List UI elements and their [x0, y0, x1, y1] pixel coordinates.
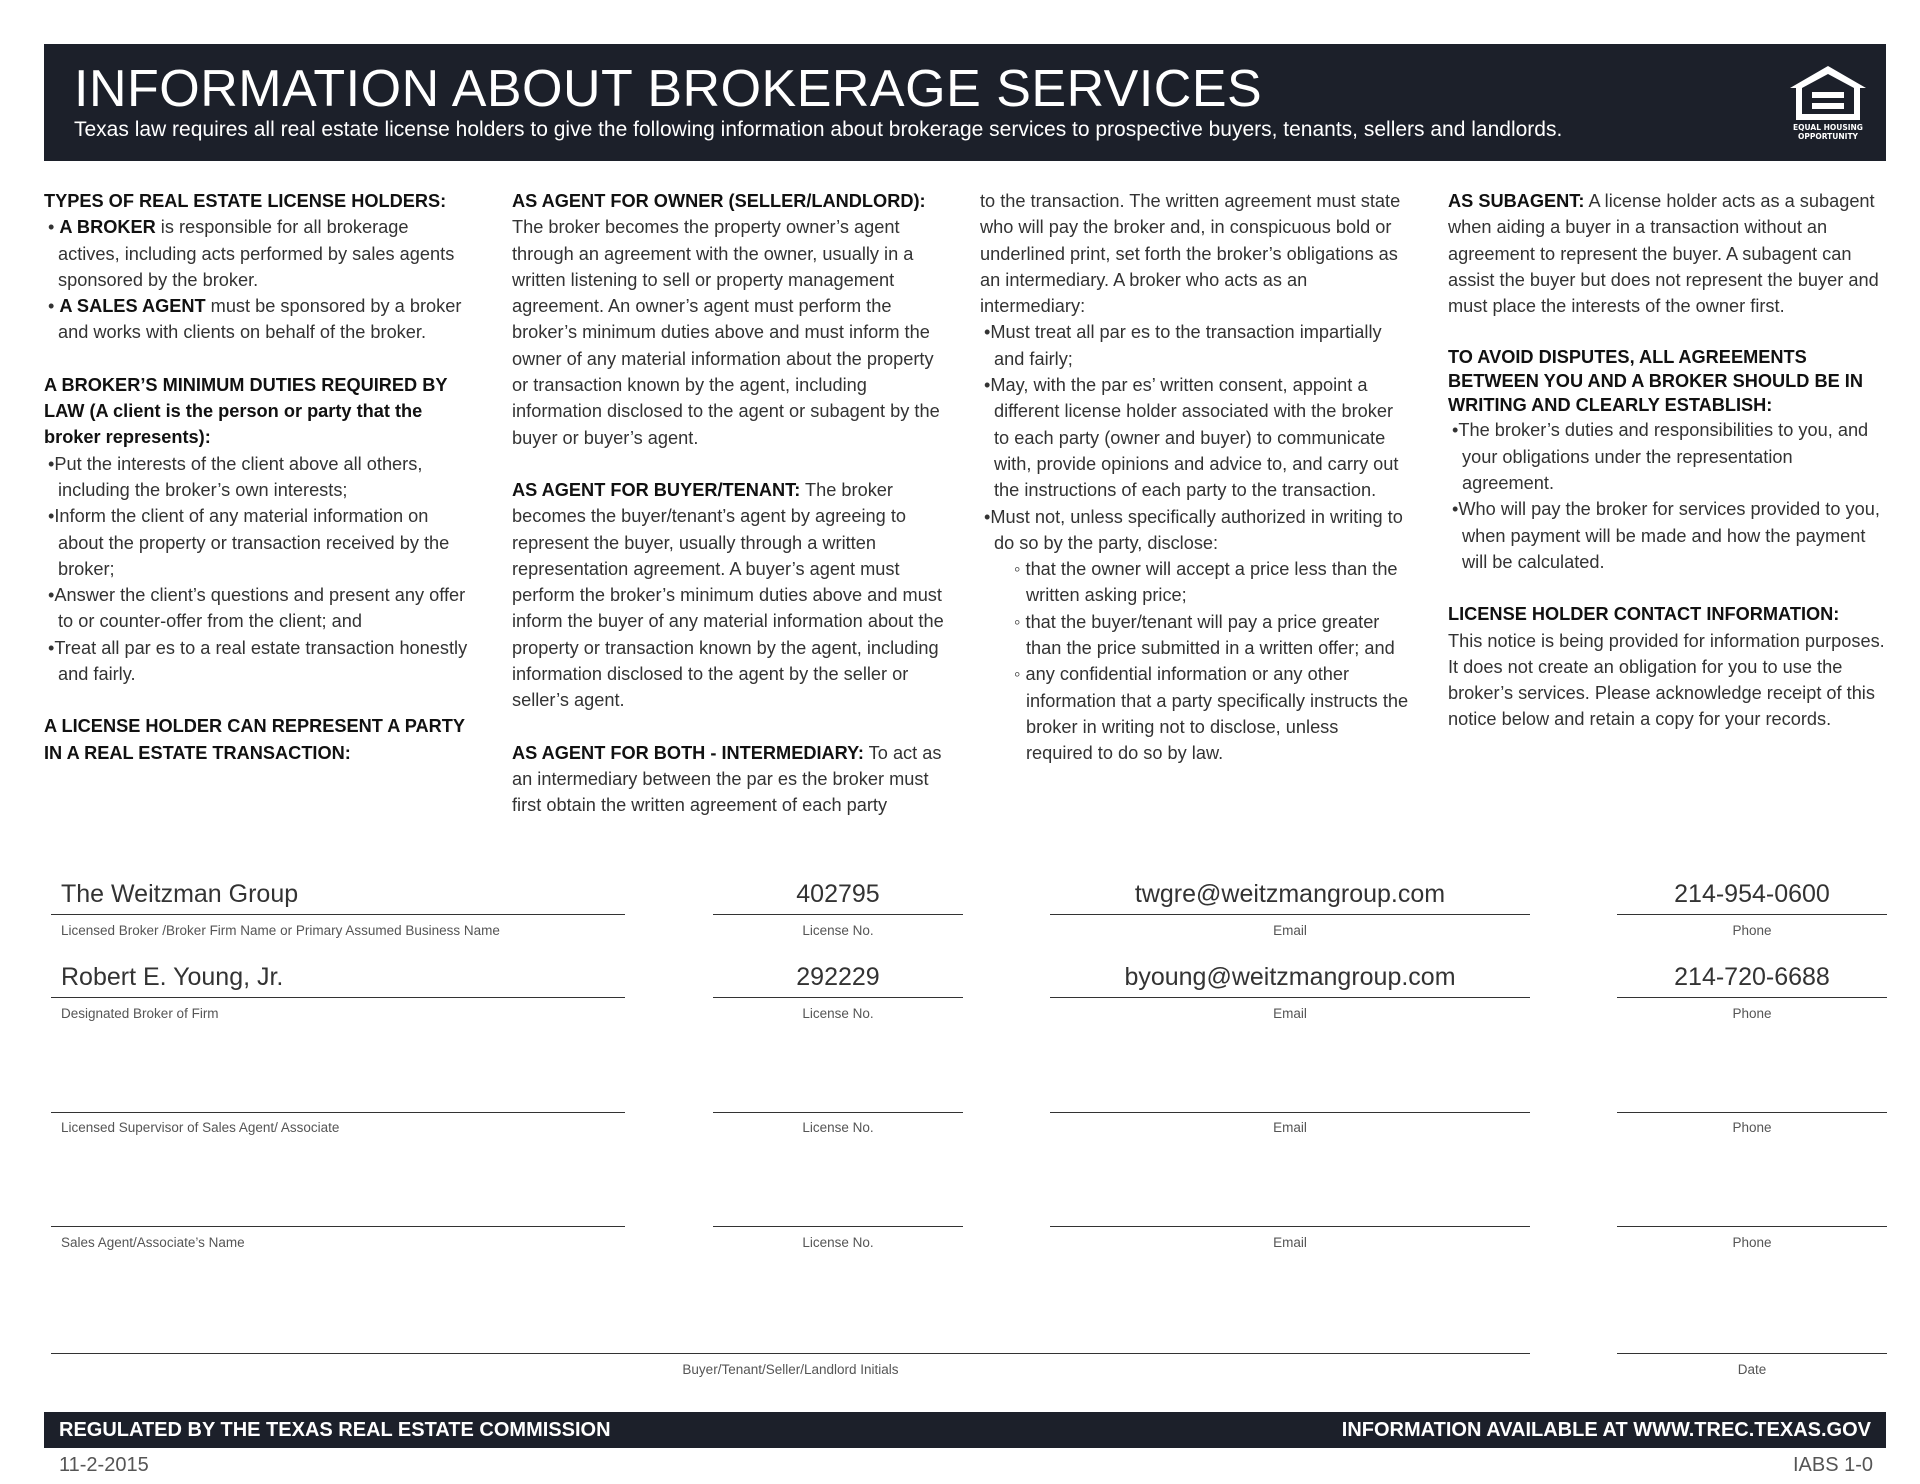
- avoid-bullet: •Who will pay the broker for services provided to you, when payment will be made and how the payment will be calculated.: [1452, 499, 1880, 572]
- subagent-heading: AS SUBAGENT:: [1448, 191, 1585, 211]
- intermediary-continued: to the transaction. The written agreement must state who will pay the broker and, in conspicuous bold or underlined print, set forth the broker’s obligations as an intermediary. A broker who acts as an intermediary:: [980, 191, 1401, 317]
- form-date: 11-2-2015: [59, 1454, 149, 1476]
- email-label: Email: [1273, 1235, 1307, 1250]
- column-intermediary: [980, 188, 1410, 767]
- email-label: Email: [1273, 923, 1307, 938]
- email-label: Email: [1273, 1120, 1307, 1135]
- duty-item: •Treat all par es to a real estate transaction honestly and fairly.: [48, 637, 468, 685]
- field-line: [1617, 997, 1887, 998]
- page-subtitle: Texas law requires all real estate license holders to give the following information about brokerage services to prospective buyers, tenants, sellers and landlords.: [74, 118, 1563, 141]
- sales-agent-label: Sales Agent/Associate’s Name: [61, 1235, 245, 1250]
- license-label: License No.: [802, 1235, 874, 1250]
- broker-term: A BROKER: [59, 217, 156, 238]
- owner-heading: AS AGENT FOR OWNER (SELLER/LANDLORD):: [512, 191, 926, 211]
- disclosure-sub-bullet: ◦ any confidential information or any other information that a party specifically instructs the broker in writing not to disclose, unless required to do so by law.: [1014, 664, 1409, 764]
- disclosure-sub-bullet: ◦ that the owner will accept a price less than the written asking price;: [1014, 559, 1398, 606]
- buyer-paragraph: [512, 477, 952, 714]
- initials-line[interactable]: [51, 1353, 1530, 1354]
- phone-label: Phone: [1732, 1006, 1772, 1021]
- field-line: [713, 1226, 963, 1227]
- designated-license-no[interactable]: 292229: [796, 963, 880, 991]
- intermediary-paragraph: [512, 740, 952, 819]
- license-label: License No.: [802, 923, 874, 938]
- date-label: Date: [1737, 1362, 1767, 1377]
- field-line: [713, 997, 963, 998]
- field-line: [1617, 914, 1887, 915]
- column-subagent: [1448, 188, 1888, 733]
- logo-text-2: OPPORTUNITY: [1797, 132, 1859, 141]
- sales-agent-term: A SALES AGENT: [59, 296, 206, 317]
- field-line: [51, 1226, 625, 1227]
- page-title: INFORMATION ABOUT BROKERAGE SERVICES: [74, 60, 1263, 118]
- subagent-paragraph: [1448, 188, 1888, 319]
- broker-license-no[interactable]: 402795: [796, 880, 880, 908]
- form-id: IABS 1-0: [1792, 1454, 1873, 1476]
- broker-firm-label: Licensed Broker /Broker Firm Name or Primary Assumed Business Name: [61, 923, 500, 938]
- trec-link[interactable]: INFORMATION AVAILABLE AT WWW.TREC.TEXAS.GOV: [1341, 1419, 1871, 1441]
- subagent-text: A license holder acts as a subagent when aiding a buyer in a transaction without an agreement to represent the buyer. A subagent can assist the buyer but does not represent the buyer and must place the interests of the owner first.: [1448, 191, 1879, 317]
- footer-banner: [44, 1412, 1886, 1448]
- avoid-bullet: •The broker’s duties and responsibilities to you, and your obligations under the representation agreement.: [1452, 420, 1869, 494]
- initials-label: Buyer/Tenant/Seller/Landlord Initials: [682, 1362, 899, 1377]
- duties-heading: A BROKER’S MINIMUM DUTIES REQUIRED BY LAW (A client is the person or party that the broker represents):: [44, 374, 448, 448]
- field-line: [1050, 1112, 1530, 1113]
- broker-item: • A BROKER is responsible for all brokerage actives, including acts performed by sales agents sponsored by the broker.: [48, 217, 455, 290]
- column-agent-types: [512, 188, 952, 819]
- column-license-holders: [44, 188, 474, 766]
- represent-heading: A LICENSE HOLDER CAN REPRESENT A PARTY IN A REAL ESTATE TRANSACTION:: [44, 716, 465, 763]
- phone-label: Phone: [1732, 1120, 1772, 1135]
- field-line: [1050, 1226, 1530, 1227]
- contact-heading: LICENSE HOLDER CONTACT INFORMATION:: [1448, 604, 1840, 625]
- sales-agent-item: • A SALES AGENT must be sponsored by a broker and works with clients on behalf of the broker.: [48, 296, 462, 343]
- types-heading: TYPES OF REAL ESTATE LICENSE HOLDERS:: [44, 191, 447, 211]
- duty-item: •Put the interests of the client above all others, including the broker’s own interests;: [48, 453, 423, 500]
- duty-item: •Answer the client’s questions and present any offer to or counter-offer from the client; and: [48, 585, 466, 632]
- field-line: [1617, 1226, 1887, 1227]
- field-line: [51, 1112, 625, 1113]
- date-line[interactable]: [1617, 1353, 1887, 1354]
- field-line: [1050, 914, 1530, 915]
- phone-label: Phone: [1732, 1235, 1772, 1250]
- broker-firm-name[interactable]: The Weitzman Group: [61, 880, 299, 908]
- intermediary-bullet: •May, with the par es’ written consent, appoint a different license holder associated with the broker to each party (owner and buyer) to communicate with, provide opinions and advice to, and carry out the instructions of each party to the transaction.: [984, 375, 1399, 501]
- designated-broker-name[interactable]: Robert E. Young, Jr.: [61, 963, 284, 991]
- phone-label: Phone: [1732, 923, 1772, 938]
- supervisor-label: Licensed Supervisor of Sales Agent/ Associate: [61, 1120, 340, 1135]
- intermediary-heading: AS AGENT FOR BOTH - INTERMEDIARY:: [512, 742, 864, 763]
- duty-item: •Inform the client of any material information on about the property or transaction received by the broker;: [48, 506, 450, 579]
- buyer-text: The broker becomes the buyer/tenant’s agent by agreeing to represent the buyer, usually through a written representation agreement. A buyer’s agent must perform the broker’s minimum duties above and must inform the buyer of any material information about the property or transaction known by the agent, including information disclosed to the agent by the seller or seller’s agent.: [512, 479, 944, 711]
- broker-email[interactable]: twgre@weitzmangroup.com: [1134, 880, 1446, 908]
- field-line: [713, 914, 963, 915]
- header-banner: [44, 44, 1886, 161]
- designated-phone[interactable]: 214-720-6688: [1674, 963, 1830, 991]
- regulated-text: REGULATED BY THE TEXAS REAL ESTATE COMMISSION: [59, 1419, 611, 1441]
- contact-text: This notice is being provided for information purposes. It does not create an obligation for you to use the broker’s services. Please acknowledge receipt of this notice below and retain a copy for your records.: [1448, 630, 1885, 730]
- logo-text-1: EQUAL HOUSING: [1793, 123, 1863, 132]
- designated-email[interactable]: byoung@weitzmangroup.com: [1124, 963, 1456, 991]
- email-label: Email: [1273, 1006, 1307, 1021]
- intermediary-bullet: •Must treat all par es to the transaction impartially and fairly;: [984, 322, 1382, 369]
- field-line: [713, 1112, 963, 1113]
- sales-agent-text: must be sponsored by a broker and works with clients on behalf of the broker.: [58, 296, 462, 343]
- equal-housing-icon: [1788, 64, 1868, 144]
- broker-text: is responsible for all brokerage actives, including acts performed by sales agents sponsored by the broker.: [58, 217, 455, 290]
- intermediary-text: To act as an intermediary between the par es the broker must first obtain the written agreement of each party: [512, 742, 942, 816]
- field-line: [1050, 997, 1530, 998]
- disclosure-sub-bullet: ◦ that the buyer/tenant will pay a price greater than the price submitted in a written offer; and: [1014, 611, 1395, 659]
- field-line: [51, 914, 625, 915]
- owner-text: The broker becomes the property owner’s agent through an agreement with the owner, usually in a written listening to sell or property management agreement. An owner’s agent must perform the broker’s minimum duties above and must inform the owner of any material information about the property or transaction known by the agent, including information disclosed to the agent or subagent by the buyer or buyer’s agent.: [512, 217, 940, 448]
- field-line: [51, 997, 625, 998]
- license-label: License No.: [802, 1006, 874, 1021]
- buyer-heading: AS AGENT FOR BUYER/TENANT:: [512, 479, 801, 500]
- license-label: License No.: [802, 1120, 874, 1135]
- field-line: [1617, 1112, 1887, 1113]
- designated-broker-label: Designated Broker of Firm: [61, 1006, 219, 1021]
- avoid-disputes-heading: TO AVOID DISPUTES, ALL AGREEMENTS BETWEEN YOU AND A BROKER SHOULD BE IN WRITING AND CLEARLY ESTABLISH:: [1448, 347, 1863, 416]
- broker-phone[interactable]: 214-954-0600: [1674, 880, 1830, 908]
- intermediary-bullet: •Must not, unless specifically authorized in writing to do so by the party, disclose:: [984, 506, 1403, 553]
